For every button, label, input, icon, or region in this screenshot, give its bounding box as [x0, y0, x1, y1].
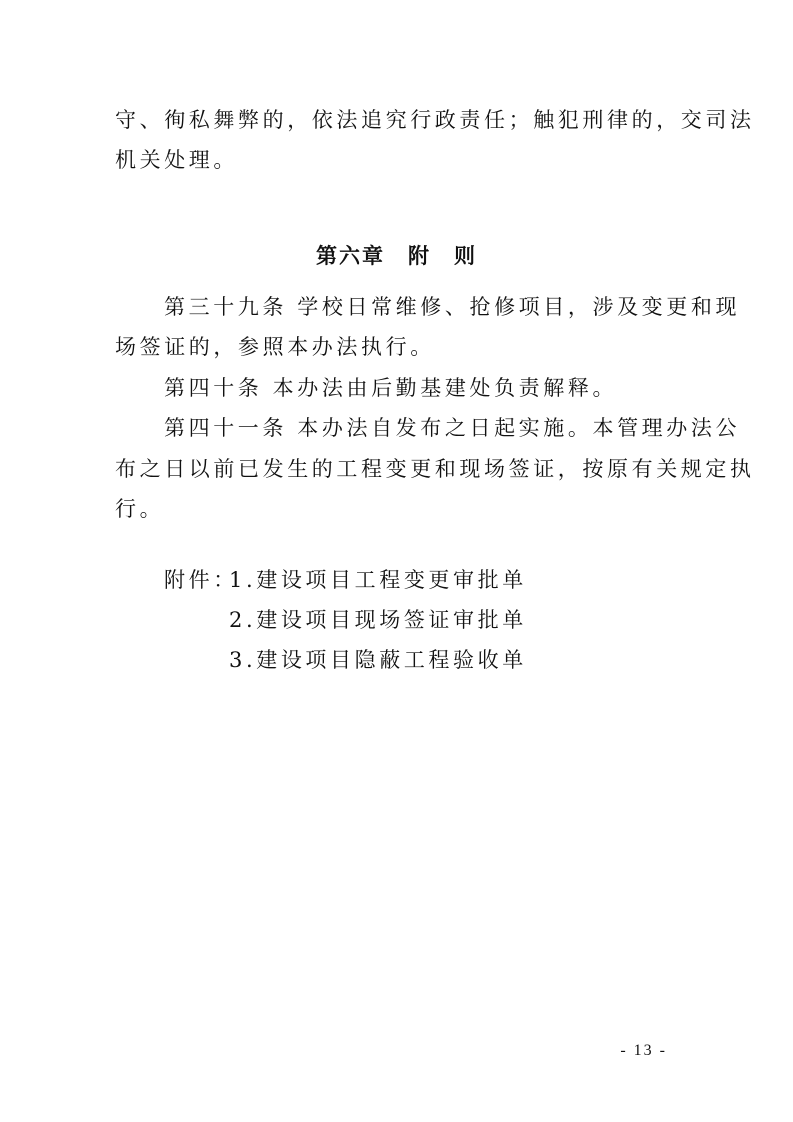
- article-39-line-2: 场签证的，参照本办法执行。: [115, 335, 435, 359]
- attachment-item: 2.建设项目现场签证审批单: [229, 608, 527, 632]
- article-41-line-2: 布之日以前已发生的工程变更和现场签证，按原有关规定执: [115, 457, 755, 481]
- paragraph-line: 守、徇私舞弊的，依法追究行政责任；触犯刑律的，交司法: [115, 108, 755, 132]
- article-41-line-3: 行。: [115, 497, 165, 521]
- paragraph-line: 机关处理。: [115, 148, 238, 172]
- attachment-item: 3.建设项目隐蔽工程验收单: [229, 648, 527, 672]
- article-41-line-1: 第四十一条 本办法自发布之日起实施。本管理办法公: [164, 416, 741, 440]
- attachments-label: 附件：: [164, 568, 238, 592]
- article-39-line-1: 第三十九条 学校日常维修、抢修项目，涉及变更和现: [164, 295, 741, 319]
- article-40-line-1: 第四十条 本办法由后勤基建处负责解释。: [164, 376, 618, 400]
- chapter-title: 第六章 附 则: [316, 244, 477, 268]
- page-number: - 13 -: [620, 1042, 667, 1059]
- attachment-item: 1.建设项目工程变更审批单: [229, 568, 527, 592]
